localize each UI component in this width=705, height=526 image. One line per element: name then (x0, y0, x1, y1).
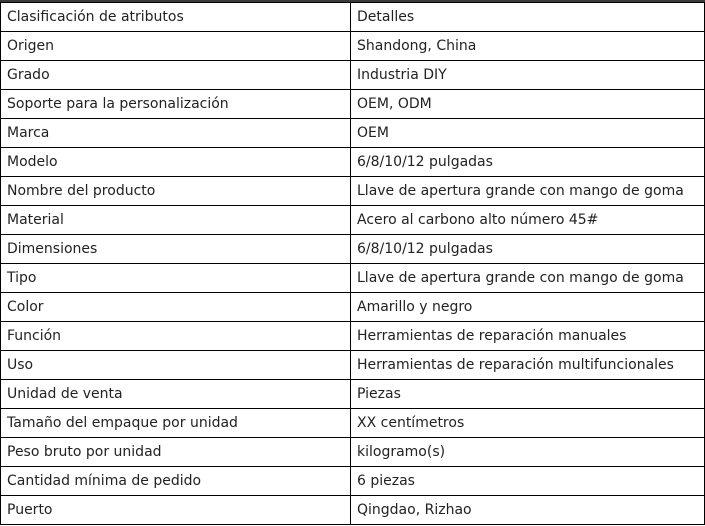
attribute-name-cell: Peso bruto por unidad (1, 438, 351, 467)
attribute-value-cell: Llave de apertura grande con mango de goma (351, 264, 705, 293)
table-row (1, 177, 705, 206)
attribute-name-cell: Origen (1, 32, 351, 61)
attribute-value-cell: 6/8/10/12 pulgadas (351, 148, 705, 177)
table-row (1, 467, 705, 496)
attribute-value-cell: 6 piezas (351, 467, 705, 496)
attribute-value-cell: Piezas (351, 380, 705, 409)
table-header-row (1, 3, 705, 32)
attribute-name-cell: Función (1, 322, 351, 351)
attribute-name-cell: Color (1, 293, 351, 322)
table-row (1, 119, 705, 148)
attribute-value-cell: Llave de apertura grande con mango de goma (351, 177, 705, 206)
attribute-name-cell: Puerto (1, 496, 351, 525)
header-details: Detalles (351, 3, 705, 32)
attribute-value-cell: Shandong, China (351, 32, 705, 61)
attribute-name-cell: Soporte para la personalización (1, 90, 351, 119)
attribute-name-cell: Marca (1, 119, 351, 148)
table-row (1, 380, 705, 409)
table-row (1, 351, 705, 380)
table-row (1, 148, 705, 177)
table-row (1, 32, 705, 61)
table-row (1, 438, 705, 467)
attribute-name-cell: Material (1, 206, 351, 235)
attribute-value-cell: Qingdao, Rizhao (351, 496, 705, 525)
header-attribute: Clasificación de atributos (1, 3, 351, 32)
attribute-name-cell: Unidad de venta (1, 380, 351, 409)
table-row (1, 322, 705, 351)
attribute-value-cell: OEM, ODM (351, 90, 705, 119)
table-row (1, 409, 705, 438)
attribute-name-cell: Tipo (1, 264, 351, 293)
table-row (1, 293, 705, 322)
table-row (1, 235, 705, 264)
table-row (1, 61, 705, 90)
attribute-value-cell: Acero al carbono alto número 45# (351, 206, 705, 235)
attribute-name-cell: Nombre del producto (1, 177, 351, 206)
attribute-value-cell: Industria DIY (351, 61, 705, 90)
attribute-value-cell: Herramientas de reparación multifuncionales (351, 351, 705, 380)
attribute-name-cell: Uso (1, 351, 351, 380)
attribute-value-cell: OEM (351, 119, 705, 148)
table-row (1, 206, 705, 235)
table-row (1, 496, 705, 525)
attribute-name-cell: Dimensiones (1, 235, 351, 264)
attribute-name-cell: Cantidad mínima de pedido (1, 467, 351, 496)
table-row (1, 90, 705, 119)
attributes-table (0, 2, 705, 525)
attribute-name-cell: Modelo (1, 148, 351, 177)
attribute-value-cell: XX centímetros (351, 409, 705, 438)
table-row (1, 264, 705, 293)
attribute-value-cell: Herramientas de reparación manuales (351, 322, 705, 351)
attribute-value-cell: kilogramo(s) (351, 438, 705, 467)
attribute-name-cell: Tamaño del empaque por unidad (1, 409, 351, 438)
attribute-name-cell: Grado (1, 61, 351, 90)
attribute-value-cell: 6/8/10/12 pulgadas (351, 235, 705, 264)
attribute-value-cell: Amarillo y negro (351, 293, 705, 322)
